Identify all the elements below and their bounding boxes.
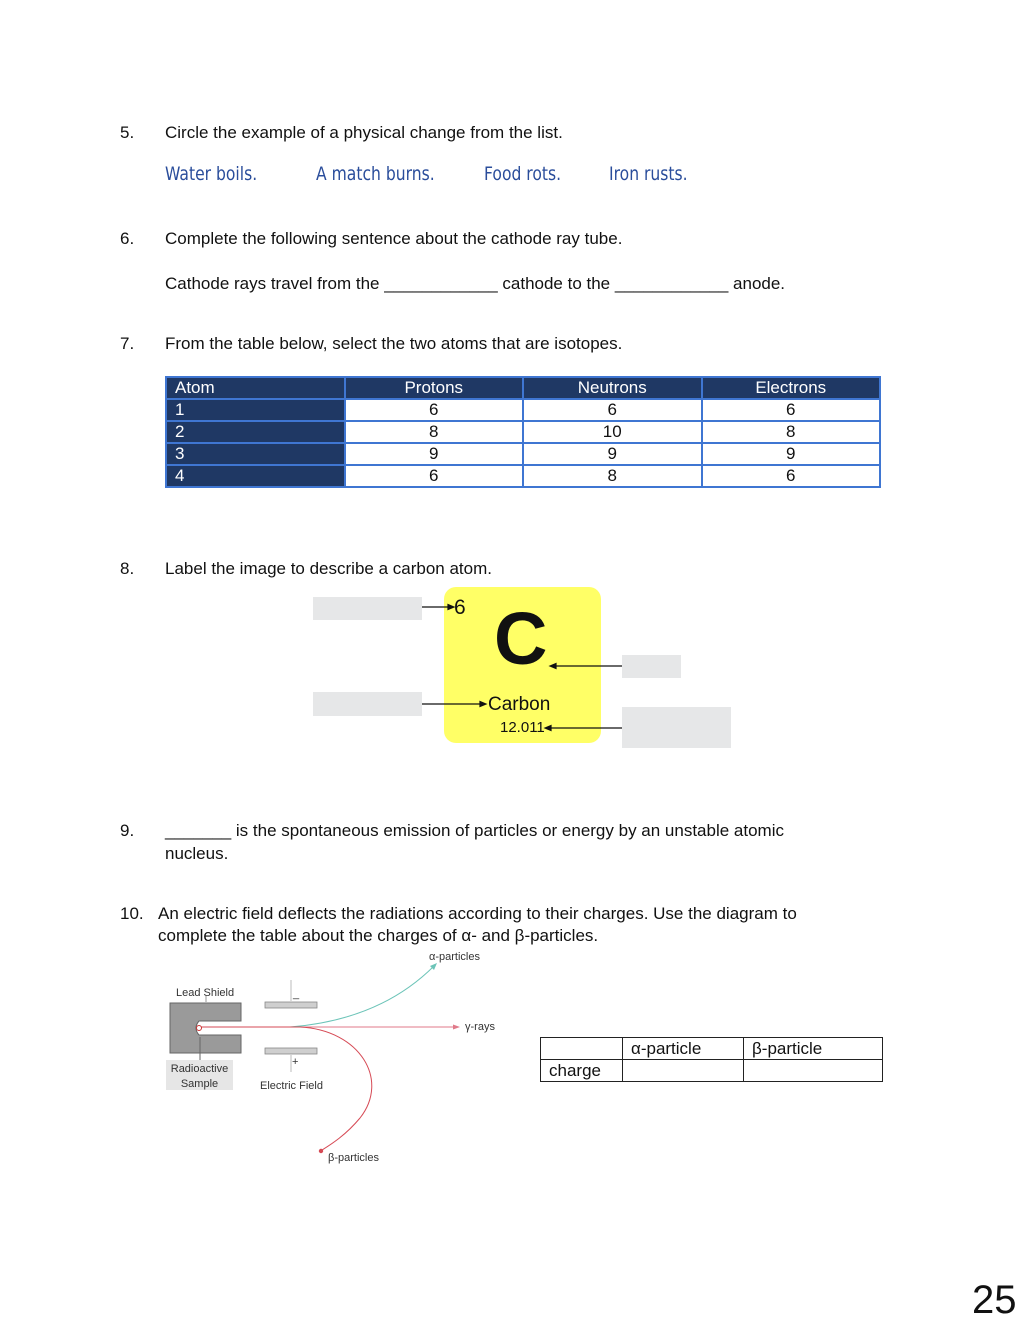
charge-header-beta: β-particle (744, 1038, 883, 1060)
charge-row-label: charge (541, 1060, 623, 1082)
plus-sign: + (292, 1056, 299, 1068)
header-neutrons: Neutrons (523, 377, 702, 399)
sample-label-line1: Radioactive (170, 1063, 229, 1075)
q7-prompt: From the table below, select the two atoms that are isotopes. (165, 334, 623, 353)
q10-text-line2: complete the table about the charges of α- and β-particles. (158, 926, 599, 945)
positive-plate (265, 1048, 317, 1054)
q5-number: 5. (120, 123, 135, 142)
q8-prompt: Label the image to describe a carbon atom. (165, 559, 492, 578)
atomic-mass: 12.011 (500, 719, 545, 736)
protons-cell: 9 (345, 443, 524, 465)
protons-cell: 8 (345, 421, 524, 443)
header-atom: Atom (166, 377, 345, 399)
neutrons-cell: 10 (523, 421, 702, 443)
q6-number: 6. (120, 229, 135, 248)
lead-shield-shape (170, 1003, 241, 1053)
page-number: 25 (972, 1278, 1017, 1322)
radioactive-sample-label (166, 1062, 233, 1092)
electric-field-label: Electric Field (260, 1080, 323, 1092)
atom-id: 1 (166, 399, 345, 421)
q5-prompt: Circle the example of a physical change from the list. (165, 123, 563, 142)
gamma-arrowhead (453, 1025, 460, 1030)
neutrons-cell: 6 (523, 399, 702, 421)
charge-table-header-row (541, 1038, 883, 1060)
lead-shield-label: Lead Shield (176, 987, 235, 999)
q9-number: 9. (120, 821, 135, 840)
neutrons-cell: 9 (523, 443, 702, 465)
atom-id: 4 (166, 465, 345, 487)
minus-sign: _ (293, 988, 300, 1000)
choice-food-rots[interactable]: Food rots. (484, 163, 562, 185)
sample-label-line2: Sample (180, 1078, 219, 1090)
header-electrons: Electrons (702, 377, 881, 399)
sample-source-dot (197, 1026, 202, 1031)
element-symbol: C (494, 597, 548, 680)
q9-text-line1: _______ is the spontaneous emission of particles or energy by an unstable atomic (165, 821, 784, 840)
protons-cell: 6 (345, 399, 524, 421)
atomic-number: 6 (454, 596, 466, 619)
choice-water-boils[interactable]: Water boils. (165, 163, 258, 185)
protons-cell: 6 (345, 465, 524, 487)
q10-text-line1: An electric field deflects the radiations according to their charges. Use the diagram to (158, 904, 797, 923)
atom-id: 2 (166, 421, 345, 443)
electrons-cell: 6 (702, 465, 881, 487)
alpha-charge-cell[interactable] (623, 1060, 744, 1082)
charge-header-alpha: α-particle (623, 1038, 744, 1060)
q9-text-line2: nucleus. (165, 844, 229, 863)
charge-header-blank (541, 1038, 623, 1060)
gamma-label: γ-rays (465, 1021, 495, 1033)
choice-iron-rusts[interactable]: Iron rusts. (609, 163, 688, 185)
negative-plate (265, 1002, 317, 1008)
electrons-cell: 6 (702, 399, 881, 421)
charge-table (540, 1037, 883, 1082)
beta-label: β-particles (328, 1152, 379, 1164)
beta-charge-cell[interactable] (744, 1060, 883, 1082)
charge-table-row (541, 1060, 883, 1082)
q6-sentence: Cathode rays travel from the ____________ cathode to the ____________ anode. (165, 274, 786, 293)
electrons-cell: 8 (702, 421, 881, 443)
element-name: Carbon (488, 694, 551, 715)
q6-prompt: Complete the following sentence about the cathode ray tube. (165, 229, 623, 248)
q7-number: 7. (120, 334, 135, 353)
neutrons-cell: 8 (523, 465, 702, 487)
alpha-label: α-particles (429, 951, 480, 963)
electrons-cell: 9 (702, 443, 881, 465)
q8-number: 8. (120, 559, 135, 578)
atom-id: 3 (166, 443, 345, 465)
q10-number: 10. (120, 904, 144, 923)
beta-endpoint (319, 1149, 323, 1153)
header-protons: Protons (345, 377, 524, 399)
choice-match-burns[interactable]: A match burns. (316, 163, 435, 185)
